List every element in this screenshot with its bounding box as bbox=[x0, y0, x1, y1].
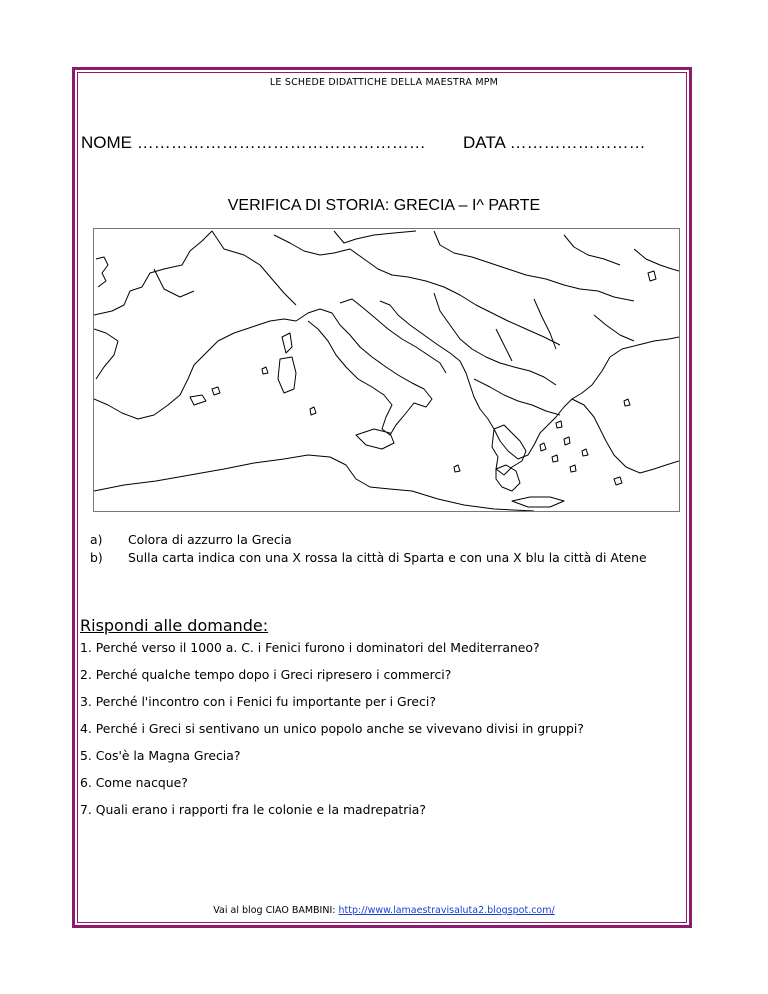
instruction-item bbox=[88, 531, 688, 549]
question-item: 7. Quali erano i rapporti fra le colonie e la madrepatria? bbox=[80, 802, 426, 817]
page-footer bbox=[0, 905, 768, 916]
map-coast-france-spain bbox=[94, 231, 212, 315]
questions-list bbox=[80, 640, 690, 829]
map-italy-adriatic bbox=[340, 299, 446, 373]
footer-blog-name: CIAO BAMBINI bbox=[265, 905, 333, 916]
instruction-letter: b) bbox=[90, 549, 103, 565]
footer-prefix: Vai al blog bbox=[213, 905, 266, 916]
instruction-text: Colora di azzurro la Grecia bbox=[128, 532, 292, 547]
map-coast-iberia bbox=[94, 329, 218, 419]
map-sardinia bbox=[278, 357, 296, 393]
question-item: 3. Perché l'incontro con i Fenici fu importante per i Greci? bbox=[80, 694, 436, 709]
map-sicily bbox=[356, 429, 394, 449]
name-field: NOME …………………………………………… bbox=[81, 133, 426, 152]
map-france-med bbox=[218, 319, 296, 341]
footer-separator: : bbox=[332, 905, 339, 916]
map-coast-africa bbox=[94, 455, 534, 511]
question-item: 5. Cos'è la Magna Grecia? bbox=[80, 748, 241, 763]
map-coast-anatolia bbox=[572, 399, 679, 473]
map-greece bbox=[492, 425, 526, 475]
blog-link[interactable]: http://www.lamaestravisaluta2.blogspot.com/ bbox=[338, 905, 555, 916]
map-drawing bbox=[94, 229, 679, 511]
map-balearic bbox=[190, 387, 220, 405]
questions-heading: Rispondi alle domande: bbox=[80, 616, 269, 635]
map-corsica bbox=[282, 333, 292, 353]
instruction-letter: a) bbox=[90, 532, 103, 547]
map-aegean-islands bbox=[540, 421, 588, 472]
blank-map-mediterranean bbox=[93, 228, 680, 512]
worksheet-title: VERIFICA DI STORIA: GRECIA – I^ PARTE bbox=[227, 197, 541, 214]
map-coast-britain bbox=[96, 257, 108, 287]
question-item: 2. Perché qualche tempo dopo i Greci ripresero i commerci? bbox=[80, 667, 452, 682]
page-header: LE SCHEDE DIDATTICHE DELLA MAESTRA MPM bbox=[269, 77, 499, 88]
instruction-item bbox=[88, 549, 688, 567]
map-peloponnese bbox=[496, 465, 520, 491]
date-field: DATA …………………… bbox=[463, 133, 646, 152]
question-item: 1. Perché verso il 1000 a. C. i Fenici furono i dominatori del Mediterraneo? bbox=[80, 640, 540, 655]
map-coast-italy bbox=[296, 309, 432, 435]
map-coast-balkans bbox=[380, 301, 592, 459]
question-item: 6. Come nacque? bbox=[80, 775, 188, 790]
instruction-text: Sulla carta indica con una X rossa la città di Sparta e con una X blu la città di Atene bbox=[128, 549, 647, 565]
map-black-sea bbox=[592, 337, 679, 385]
question-item: 4. Perché i Greci si sentivano un unico popolo anche se vivevano divisi in gruppi? bbox=[80, 721, 584, 736]
instructions-list bbox=[88, 531, 688, 566]
map-borders bbox=[154, 231, 679, 415]
map-crete bbox=[512, 497, 564, 507]
